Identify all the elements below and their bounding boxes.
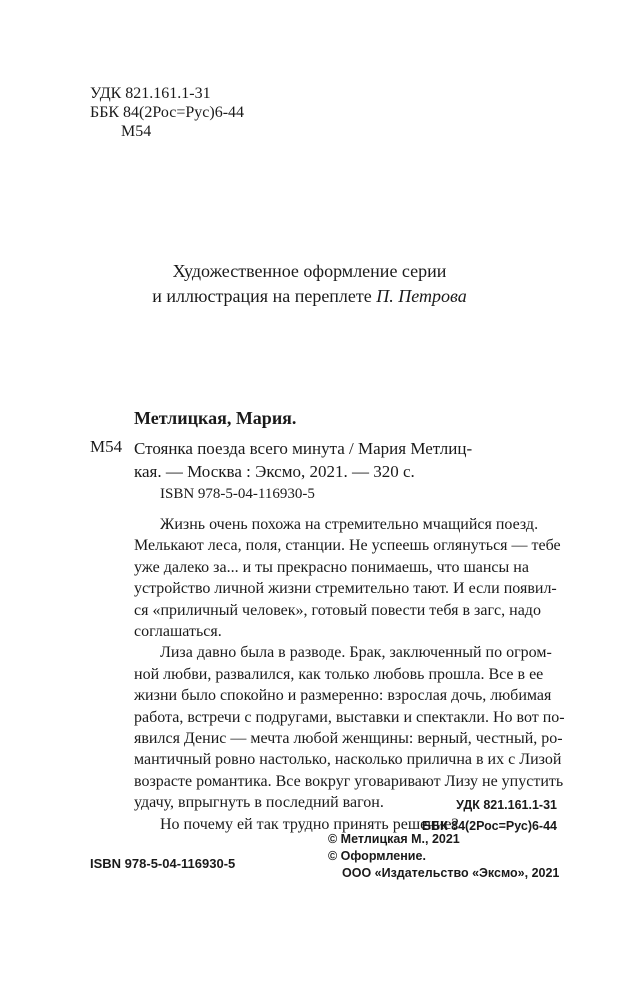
annotation-line: Мелькают леса, поля, станции. Не успеешь оглянуться — тебе xyxy=(134,537,561,555)
annotation-line: соглашаться. xyxy=(134,623,222,641)
bbk-code: ББК 84(2Рос=Рус)6-44 xyxy=(90,104,245,121)
annotation-line: ся «приличный человек», готовый повести тебя в загс, надо xyxy=(134,601,541,619)
annotation-text xyxy=(134,514,565,835)
annotation-line: мантичный ровно настолько, насколько прилична в их с Лизой xyxy=(134,751,562,769)
bottom-isbn: ISBN 978-5-04-116930-5 xyxy=(90,856,236,871)
catalog-author: Метлицкая, Мария. xyxy=(134,408,297,428)
credits-line-1: Художественное оформление серии xyxy=(172,261,447,281)
design-credits xyxy=(0,259,619,309)
catalog-title-line-2: кая. — Москва : Эксмо, 2021. — 320 с. xyxy=(134,462,415,481)
annotation-line: уже далеко за... и ты прекрасно понимаешь, что шансы на xyxy=(134,558,529,576)
classification-block xyxy=(90,84,244,141)
annotation-line: ной любви, развалился, как только любовь прошла. Все в ее xyxy=(134,665,544,683)
catalog-title-line-1: Стоянка поезда всего минута / Мария Метлиц- xyxy=(134,439,473,458)
catalog-code: М54 xyxy=(90,437,123,456)
annotation-line: Но почему ей так трудно принять решение? xyxy=(160,815,459,833)
author-mark: М54 xyxy=(121,123,152,140)
copyright-line-3: ООО «Издательство «Эксмо», 2021 xyxy=(342,866,560,880)
bottom-udk-code: УДК 821.161.1-31 xyxy=(456,798,557,812)
annotation-line: устройство личной жизни стремительно тают. И если появил- xyxy=(134,580,557,598)
annotation-line: Жизнь очень похожа на стремительно мчащийся поезд. xyxy=(160,516,539,533)
annotation-line: удачу, впрыгнуть в последний вагон. xyxy=(134,794,384,812)
udk-code: УДК 821.161.1-31 xyxy=(90,85,211,102)
credits-artist: П. Петрова xyxy=(376,286,467,306)
annotation-line: Лиза давно была в разводе. Брак, заключенный по огром- xyxy=(160,644,552,662)
credits-line-2-prefix: и иллюстрация на переплете xyxy=(152,286,372,306)
copyright-line-1: © Метлицкая М., 2021 xyxy=(328,832,460,846)
annotation-line: жизни было спокойно и размеренно: взрослая дочь, любимая xyxy=(134,687,552,705)
annotation-line: явился Денис — мечта любой женщины: верный, честный, ро- xyxy=(134,730,563,748)
credits-line-2 xyxy=(0,284,619,309)
annotation-line: возрасте романтика. Все вокруг уговаривают Лизу не упустить xyxy=(134,772,564,790)
annotation-line: работа, встречи с подругами, выставки и спектакли. Но вот по- xyxy=(134,708,565,726)
bottom-bbk-code: ББК 84(2Рос=Рус)6-44 xyxy=(422,819,557,833)
copyright-line-2: © Оформление. xyxy=(328,849,426,863)
catalog-isbn: ISBN 978-5-04-116930-5 xyxy=(160,486,315,502)
copyright-block xyxy=(328,831,559,882)
catalog-title-entry xyxy=(134,437,558,483)
